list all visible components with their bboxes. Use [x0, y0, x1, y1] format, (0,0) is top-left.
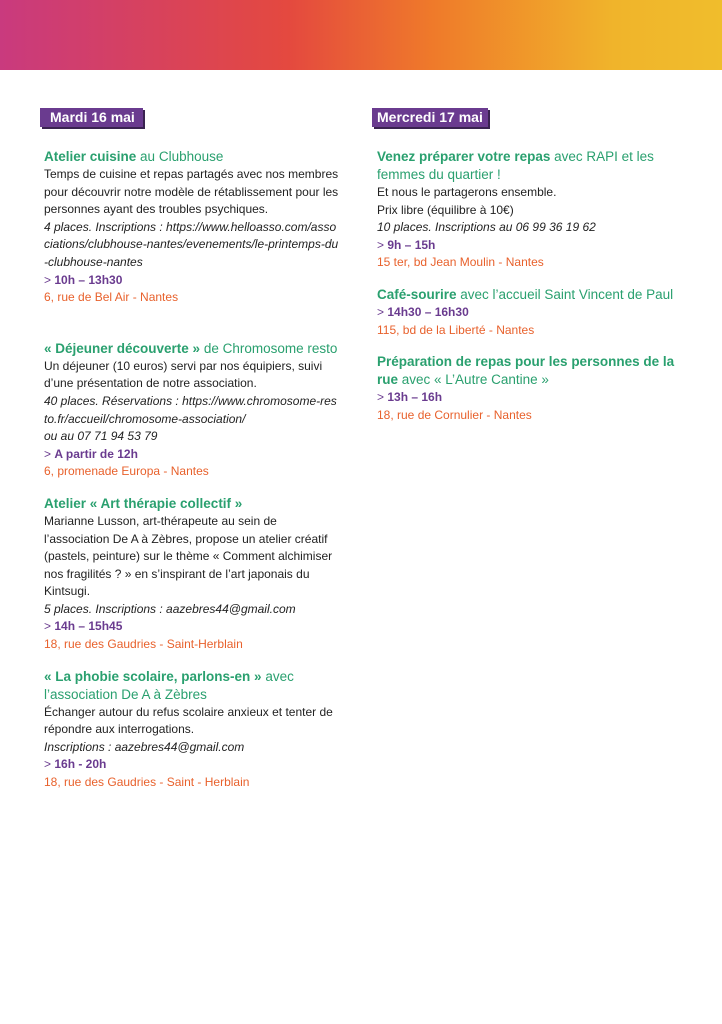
event-title: « Déjeuner découverte » de Chromosome resto	[44, 340, 338, 356]
event-registration: 10 places. Inscriptions au 06 99 36 19 62	[377, 220, 596, 235]
event-registration: Inscriptions : aazebres44@gmail.com	[44, 739, 245, 754]
event-price: Prix libre (équilibre à 10€)	[377, 202, 514, 217]
event-preparer-repas	[372, 148, 682, 272]
event-description: Marianne Lusson, art-thérapeute au sein de l’association De A à Zèbres, propose un atelier créatif (pastels, peinture) sur le thème « Comment alchimiser nos fragilités ? » en s’inspirant de l’art japonais du Kintsugi.	[44, 513, 333, 599]
event-title: Préparation de repas pour les personnes de la rue avec « L’Autre Cantine »	[377, 354, 675, 388]
event-time: > 10h – 13h30	[44, 272, 123, 287]
event-description: Un déjeuner (10 euros) servi par nos équipiers, suivi d’une présentation de notre association.	[44, 358, 323, 391]
event-phone: ou au 07 71 94 53 79	[44, 429, 158, 444]
event-description: Et nous le partagerons ensemble.	[377, 185, 557, 199]
event-registration: 5 places. Inscriptions : aazebres44@gmail.com	[44, 601, 296, 616]
event-description: Échanger autour du refus scolaire anxieux et tenter de répondre aux interrogations.	[44, 704, 333, 737]
event-address: 6, promenade Europa - Nantes	[44, 464, 209, 479]
event-address: 15 ter, bd Jean Moulin - Nantes	[377, 255, 544, 270]
event-time: > 9h – 15h	[377, 237, 436, 252]
event-cafe-sourire	[372, 286, 682, 339]
event-time: > 14h – 15h45	[44, 619, 123, 634]
event-time: > 14h30 – 16h30	[377, 304, 469, 319]
event-title: « La phobie scolaire, parlons-en » avec l’association De A à Zèbres	[44, 668, 294, 702]
event-description: Temps de cuisine et repas partagés avec nos membres pour découvrir notre modèle de rétablissement pour les personnes ayant des troubles psychiques.	[44, 167, 339, 217]
event-address: 18, rue des Gaudries - Saint-Herblain	[44, 637, 243, 652]
event-dejeuner-decouverte	[40, 340, 340, 481]
event-autre-cantine	[372, 353, 682, 424]
event-address: 18, rue des Gaudries - Saint - Herblain	[44, 775, 250, 790]
event-registration: 4 places. Inscriptions : https://www.helloasso.com/associations/clubhouse-nantes/evenements/le-printemps-du-clubhouse-nantes	[44, 219, 339, 269]
event-time: > 13h – 16h	[377, 390, 443, 405]
event-title: Venez préparer votre repas avec RAPI et les femmes du quartier !	[377, 149, 654, 182]
event-address: 115, bd de la Liberté - Nantes	[377, 322, 535, 337]
day-heading-wednesday: Mercredi 17 mai	[372, 108, 488, 127]
event-time: > A partir de 12h	[44, 446, 138, 461]
event-art-therapie	[40, 495, 340, 654]
column-tuesday	[40, 108, 340, 792]
event-phobie-scolaire	[40, 668, 340, 792]
event-atelier-cuisine	[40, 148, 340, 307]
event-registration: 40 places. Réservations : https://www.chromosome-resto.fr/accueil/chromosome-association/	[44, 393, 337, 426]
event-title: Café-sourire avec l’accueil Saint Vincent de Paul	[377, 286, 674, 302]
day-heading-tuesday: Mardi 16 mai	[40, 108, 143, 127]
event-address: 18, rue de Cornulier - Nantes	[377, 407, 532, 422]
event-title: Atelier « Art thérapie collectif »	[44, 495, 243, 511]
event-address: 6, rue de Bel Air - Nantes	[44, 290, 179, 305]
event-time: > 16h - 20h	[44, 757, 107, 772]
column-wednesday	[372, 108, 682, 424]
event-title: Atelier cuisine au Clubhouse	[44, 149, 224, 164]
header-gradient-banner	[0, 0, 722, 70]
